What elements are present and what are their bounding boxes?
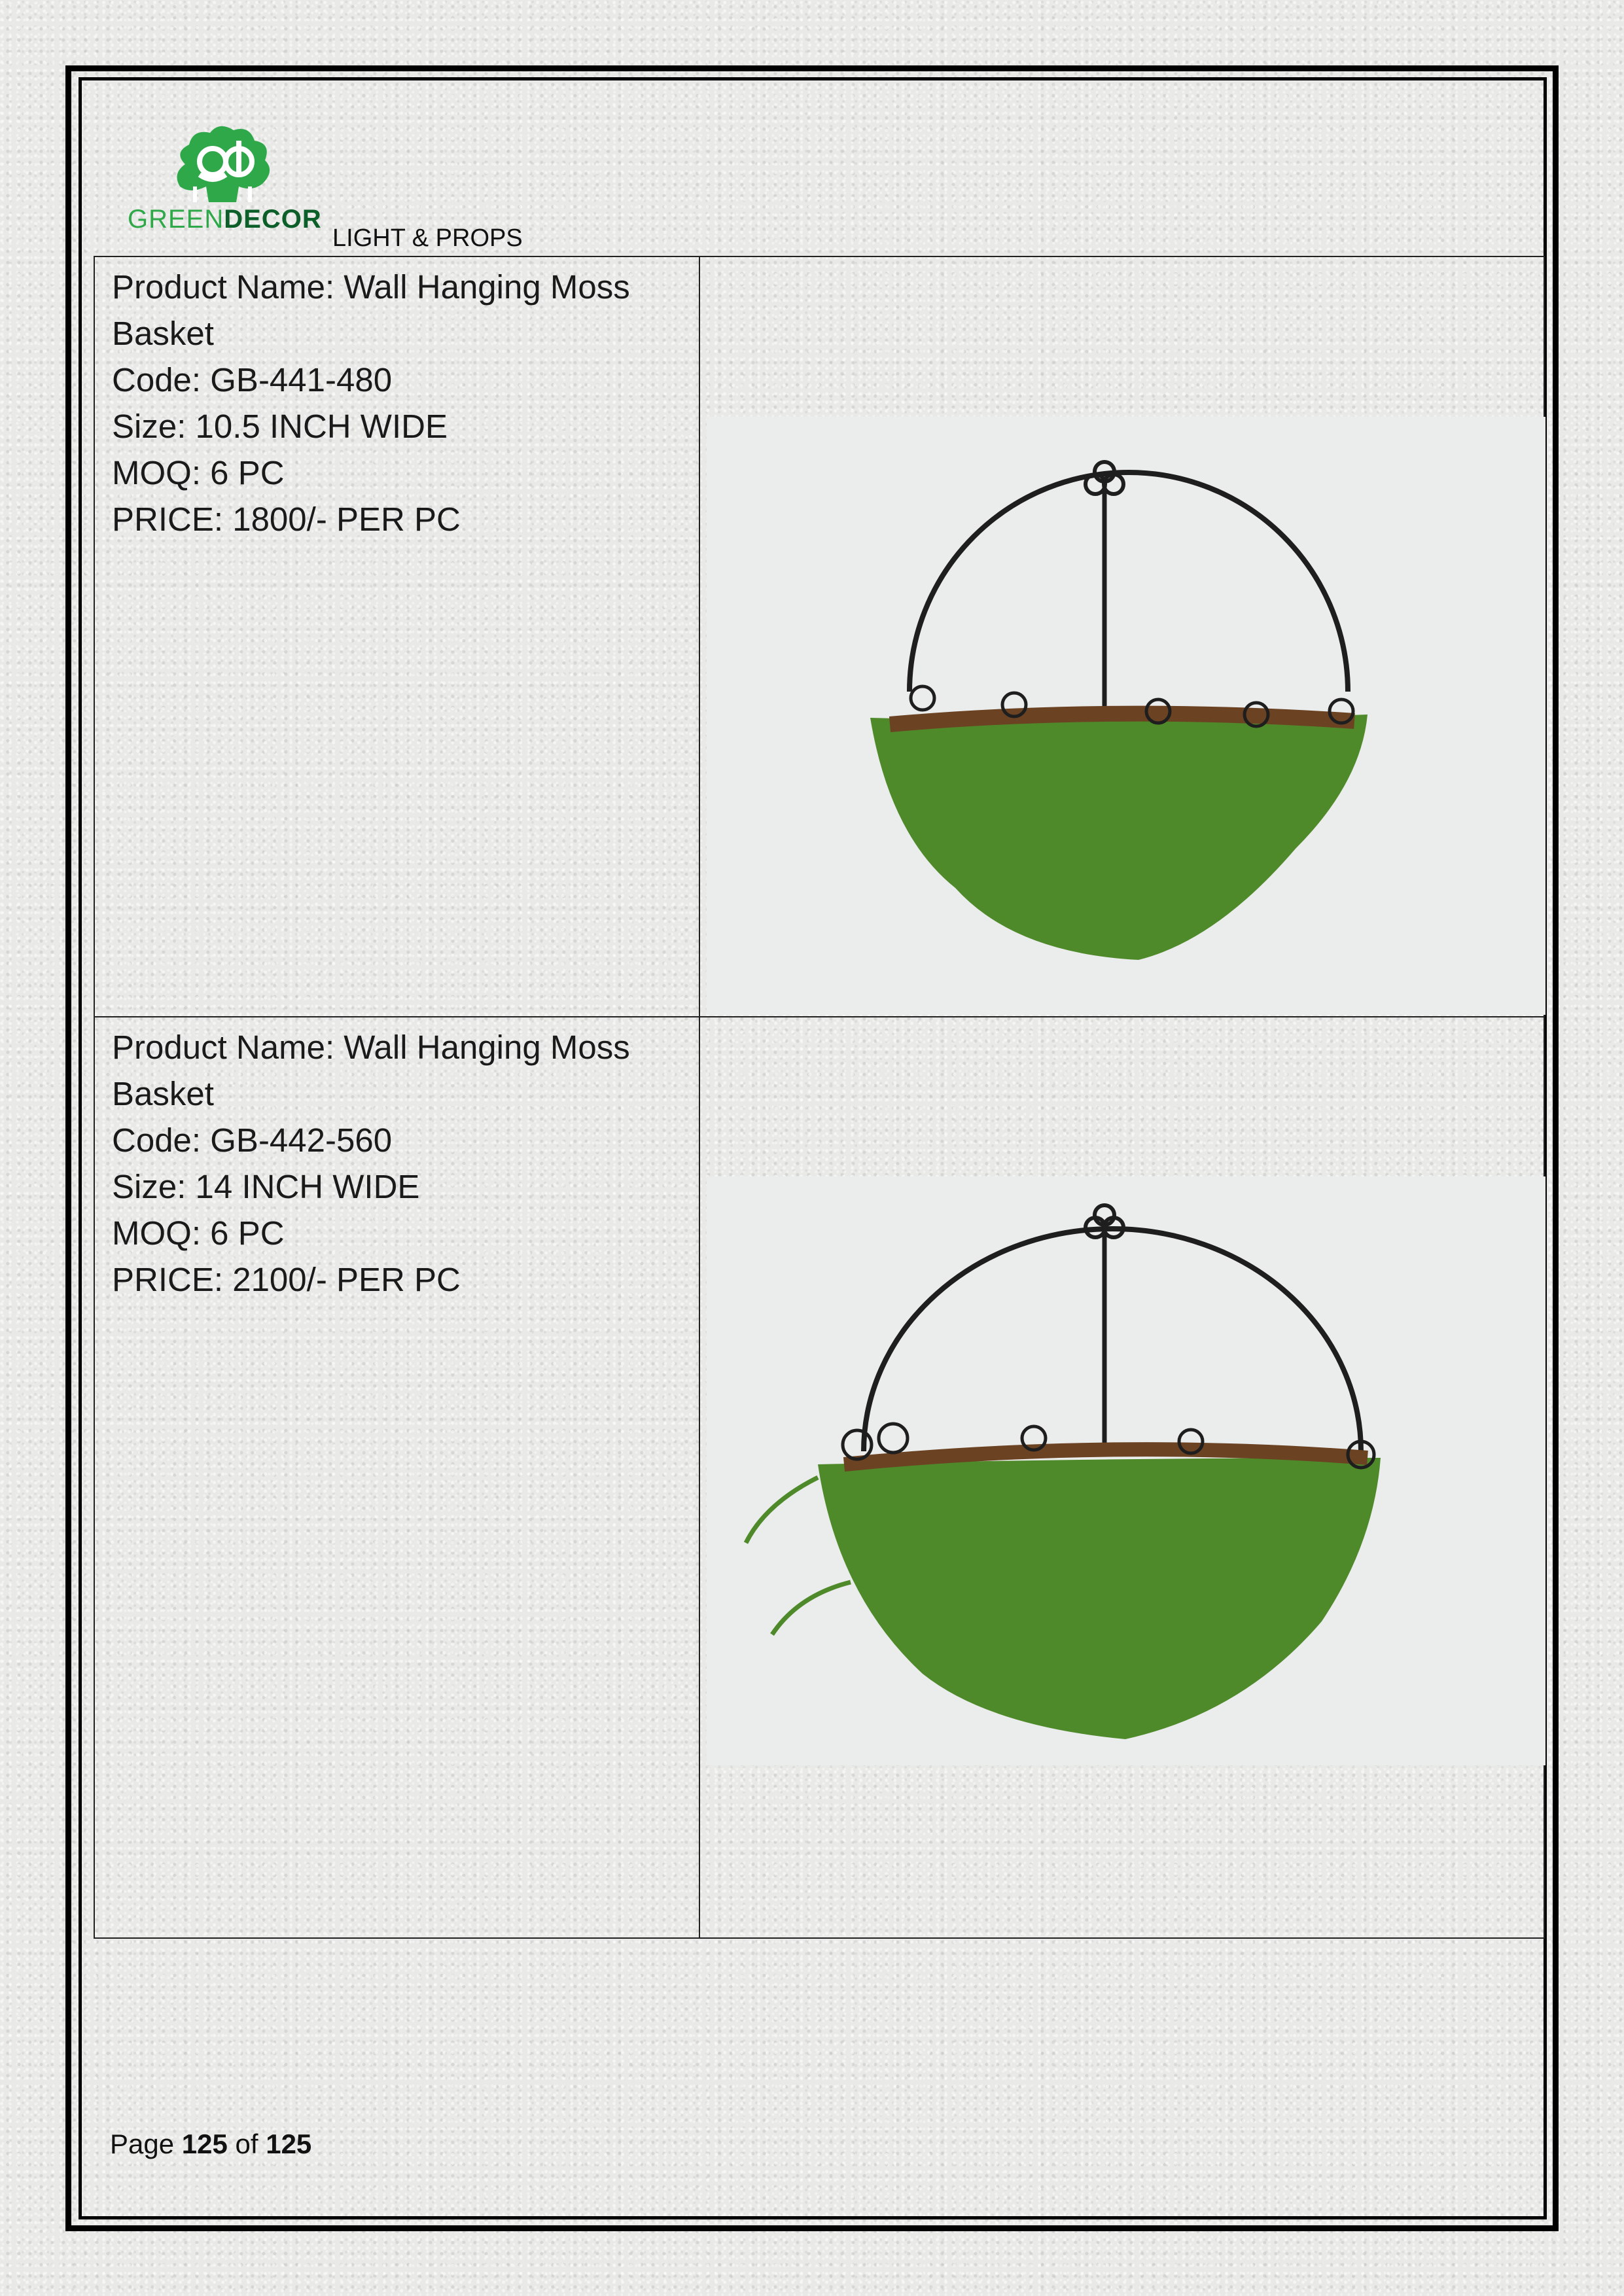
moss-basket-image (707, 1176, 1545, 1765)
product-photo-cell (699, 1017, 1544, 1938)
product-row (94, 1017, 1544, 1938)
product-code: Code: GB-442-560 (112, 1122, 393, 1159)
product-price: PRICE: 1800/- PER PC (112, 501, 461, 538)
product-info-cell (94, 256, 699, 1017)
product-code: Code: GB-441-480 (112, 361, 393, 398)
product-row (94, 256, 1544, 1017)
product-photo (707, 1176, 1545, 1765)
product-details (95, 1017, 699, 1309)
page-number: Page 125 of 125 (110, 2128, 312, 2159)
logo-wordmark: GREENDECOR (128, 205, 322, 234)
product-price: PRICE: 2100/- PER PC (112, 1261, 461, 1298)
product-details (95, 257, 699, 549)
product-name-cont: Basket (112, 315, 214, 352)
product-name: Product Name: Wall Hanging Moss (112, 268, 630, 306)
product-photo-cell (699, 256, 1544, 1017)
product-moq: MOQ: 6 PC (112, 454, 285, 491)
product-size: Size: 10.5 INCH WIDE (112, 408, 448, 445)
product-name-cont: Basket (112, 1075, 214, 1112)
product-table (94, 256, 1545, 1939)
product-photo (707, 417, 1545, 1015)
green-decor-logo (128, 121, 324, 236)
tree-logo-icon (167, 121, 278, 206)
product-info-cell (94, 1017, 699, 1938)
product-name: Product Name: Wall Hanging Moss (112, 1029, 630, 1066)
product-moq: MOQ: 6 PC (112, 1214, 285, 1252)
header-tagline: LIGHT & PROPS (332, 224, 523, 252)
product-size: Size: 14 INCH WIDE (112, 1168, 420, 1205)
moss-basket-image (707, 417, 1545, 1015)
